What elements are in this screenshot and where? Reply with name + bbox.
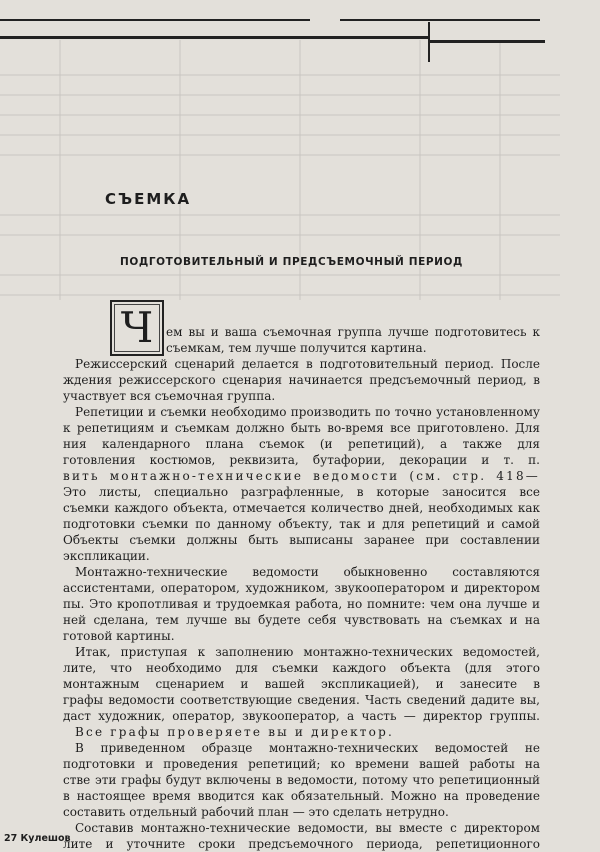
text-line: Составив монтажно-технические ведомости, вы вместе с директором xyxy=(75,821,540,835)
text-line: ем вы и ваша съемочная группа лучше подготовитесь к xyxy=(166,325,540,339)
text-line: Объекты съемки должны быть выписаны заранее при составлении xyxy=(63,533,540,547)
text-line: Итак, приступая к заполнению монтажно-технических ведомостей, xyxy=(75,645,540,659)
section-heading: СЪЕМКА xyxy=(105,190,192,208)
text-line: съемки каждого объекта, отмечается количество дней, необходимых как xyxy=(63,501,540,515)
text-line: ждения режиссерского сценария начинается предсъемочный период, в xyxy=(63,373,540,387)
text-line: Репетиции и съемки необходимо производить по точно установленному xyxy=(75,405,540,419)
top-rule-thick-right xyxy=(430,40,545,43)
text-line: готовой картины. xyxy=(63,629,175,643)
text-line: ассистентами, оператором, художником, звукооператором и директором xyxy=(63,581,540,595)
page-footer: 27 Кулешов xyxy=(4,833,71,844)
text-line: экспликации. xyxy=(63,549,150,563)
text-line: съемкам, тем лучше получится картина. xyxy=(166,341,427,355)
text-line: готовления костюмов, реквизита, бутафории, декорации и т. п. xyxy=(63,453,540,467)
text-line: к репетициям и съемкам должно быть во-время все приготовлено. Для xyxy=(63,421,540,435)
text-line: Это листы, специально разграфленные, в которые заносится все xyxy=(63,485,540,499)
text-line: вить монтажно-технические ведомости (см. стр. 418— xyxy=(63,469,540,483)
text-line: участвует вся съемочная группа. xyxy=(63,389,276,403)
text-line: Режиссерский сценарий делается в подготовительный период. После xyxy=(75,357,540,371)
section-subheading: ПОДГОТОВИТЕЛЬНЫЙ И ПРЕДСЪЕМОЧНЫЙ ПЕРИОД xyxy=(120,256,464,268)
text-line: В приведенном образце монтажно-технических ведомостей не xyxy=(75,741,540,755)
text-line: графы ведомости соответствующие сведения. Часть сведений дадите вы, xyxy=(63,693,540,707)
text-line: подготовки и проведения репетиций; ко времени вашей работы на xyxy=(63,757,540,771)
text-line: составить отдельный рабочий план — это сделать нетрудно. xyxy=(63,805,449,819)
text-line: монтажным сценарием и вашей экспликацией), и занесите в xyxy=(63,677,540,691)
top-rule-left xyxy=(0,19,310,21)
text-line: подготовки съемки по данному объекту, так и для репетиций и самой xyxy=(63,517,540,531)
text-line: в настоящее время вводится как обязательный. Можно на проведение xyxy=(63,789,540,803)
text-line: ния календарного плана съемок (и репетиций), а также для xyxy=(63,437,540,451)
text-line: ней сделана, тем лучше вы будете себя чувствовать на съемках и на xyxy=(63,613,540,627)
text-line: Монтажно-технические ведомости обыкновенно составляются xyxy=(75,565,540,579)
top-rule-tick xyxy=(428,22,430,62)
text-line: Все графы проверяете вы и директор. xyxy=(75,725,394,739)
drop-cap-letter: Ч xyxy=(114,304,160,352)
text-line: стве эти графы будут включены в ведомости, потому что репетиционный xyxy=(63,773,540,787)
top-rule-thick xyxy=(0,36,430,39)
text-line: пы. Это кропотливая и трудоемкая работа, но помните: чем она лучше и xyxy=(63,597,540,611)
text-line: даст художник, оператор, звукооператор, а часть — директор группы. xyxy=(63,709,540,723)
text-line: лите и уточните сроки предсъемочного периода, репетиционного xyxy=(63,837,540,851)
top-rule-right xyxy=(340,19,540,21)
text-line: лите, что необходимо для съемки каждого объекта (для этого xyxy=(63,661,540,675)
drop-cap xyxy=(110,300,164,356)
